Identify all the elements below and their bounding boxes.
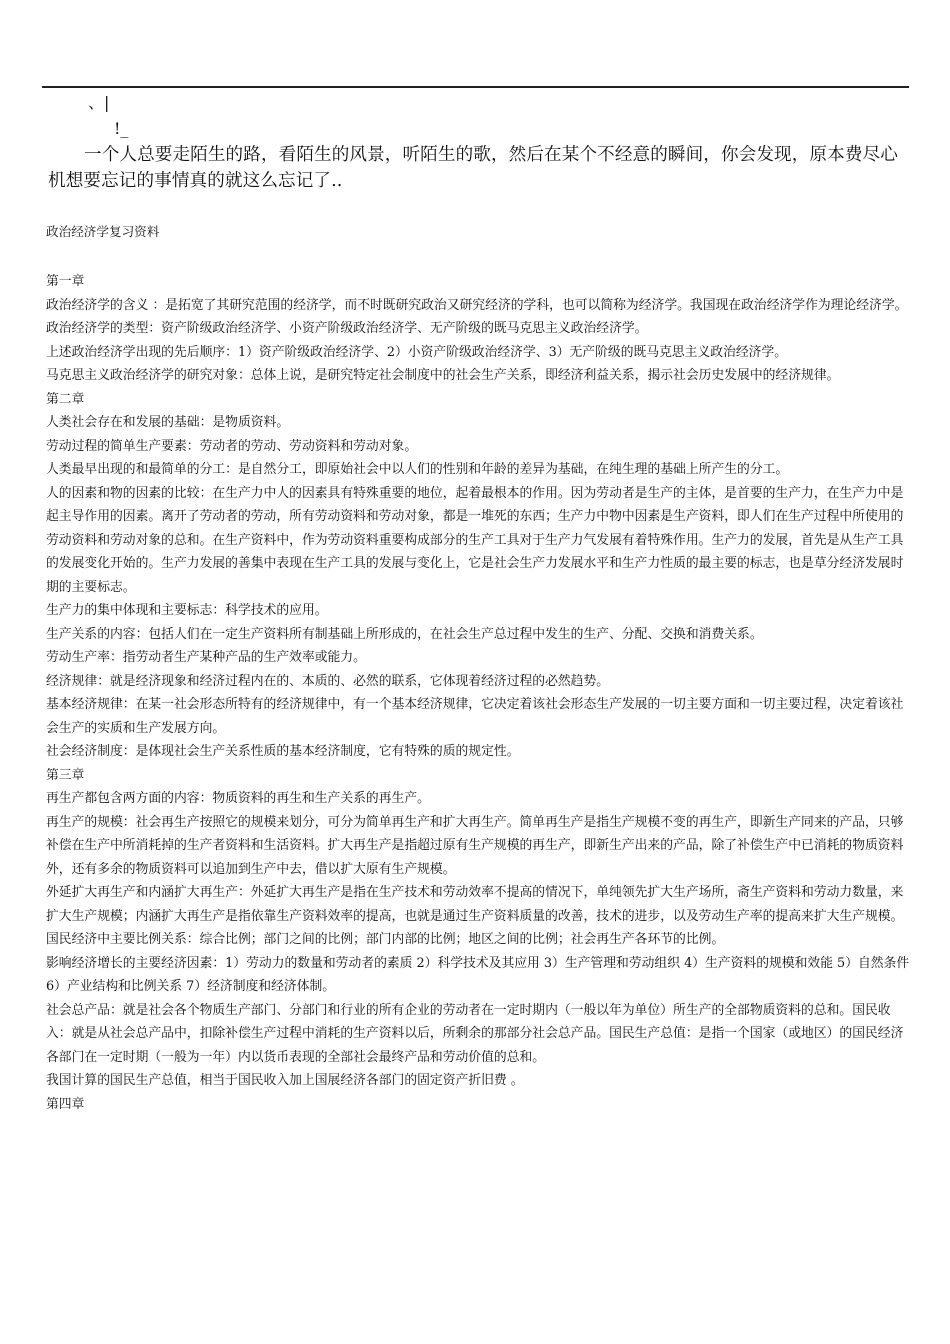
body-paragraph: 生产关系的内容：包括人们在一定生产资料所有制基础上所形成的，在社会生产总过程中发生的生产、分配、交换和消费关系。: [46, 626, 763, 642]
chapter-heading: 第三章: [46, 767, 85, 783]
body-paragraph: 劳动生产率：指劳动者生产某种产品的生产效率或能力。: [46, 650, 366, 665]
header-mark-2: !_: [114, 119, 129, 138]
body-paragraph: 政治经济学的类型：资产阶级政治经济学、小资产阶级政治经济学、无产阶级的既马克思主义政治经济学。: [46, 321, 648, 336]
chapter-heading: 第四章: [46, 1096, 85, 1112]
body-paragraph: 生产力的集中体现和主要标志：科学技术的应用。: [46, 603, 328, 618]
body-paragraph: 外延扩大再生产和内涵扩大再生产：外延扩大再生产是指在生产技术和劳动效率不提高的情况下，单纯领先扩大生产场所，斋生产资料和劳动力数量，来扩大生产规模；内涵扩大再生产是指依靠生产资料效率的提高，也就是通过生产资料质量的改善，技术的进步，以及劳动生产率的提高来扩大生产规模。: [46, 885, 904, 924]
body-paragraph: 国民经济中主要比例关系：综合比例；部门之间的比例；部门内部的比例；地区之间的比例；社会再生产各环节的比例。: [46, 932, 725, 947]
body-paragraph: 基本经济规律：在某一社会形态所特有的经济规律中，有一个基本经济规律，它决定着该社会形态生产发展的一切主要方面和一切主要过程，决定着该社会生产的实质和生产发展方向。: [46, 697, 904, 736]
document-title: 政治经济学复习资料: [46, 224, 160, 239]
body-paragraph: 马克思主义政治经济学的研究对象：总体上说，是研究特定社会制度中的社会生产关系，即经济利益关系，揭示社会历史发展中的经济规律。: [46, 368, 840, 383]
document-body: [46, 270, 910, 1116]
body-paragraph: 劳动过程的简单生产要素：劳动者的劳动、劳动资料和劳动对象。: [46, 438, 418, 454]
body-paragraph: 影响经济增长的主要经济因素：1）劳动力的数量和劳动者的素质 2）科学技术及其应用 3）生产管理和劳动组织 4）生产资料的规模和效能 5）自然条件 6）产业结构和比例关系 7）经济制度和经济体制。: [46, 955, 910, 994]
body-paragraph: 社会经济制度：是体现社会生产关系性质的基本经济制度，它有特殊的质的规定性。: [46, 744, 520, 759]
body-paragraph: 人类社会存在和发展的基础：是物质资料。: [46, 415, 290, 430]
body-paragraph: 政治经济学的含义 ：是拓宽了其研究范围的经济学，而不时既研究政治又研究经济的学科，也可以简称为经济学。我国现在政治经济学作为理论经济学。: [46, 297, 908, 313]
header-mark-1: 、|: [88, 93, 110, 112]
body-paragraph: 社会总产品：就是社会各个物质生产部门、分部门和行业的所有企业的劳动者在一定时期内（一般以年为单位）所生产的全部物质资料的总和。国民收入：就是从社会总产品中，扣除补偿生产过程中消耗的生产资料以后，所剩余的那部分社会总产品。国民生产总值：是指一个国家（或地区）的国民经济各部门在一定时期（一般为一年）内以货币表现的全部社会最终产品和劳动价值的总和。: [46, 1002, 904, 1065]
body-paragraph: 我国计算的国民生产总值，相当于国民收入加上国展经济各部门的固定资产折旧费 。: [46, 1073, 524, 1088]
chapter-heading: 第二章: [46, 391, 85, 407]
body-paragraph: 上述政治经济学出现的先后顺序：1）资产阶级政治经济学、2）小资产阶级政治经济学、3）无产阶级的既马克思主义政治经济学。: [46, 344, 788, 360]
body-paragraph: 人类最早出现的和最简单的分工：是自然分工，即原始社会中以人们的性别和年龄的差异为基础，在纯生理的基础上所产生的分工。: [46, 462, 789, 477]
body-paragraph: 人的因素和物的因素的比较：在生产力中人的因素具有特殊重要的地位，起着最根本的作用。因为劳动者是生产的主体，是首要的生产力，在生产力中是起主导作用的因素。离开了劳动者的劳动，所有劳动资料和劳动对象，都是一堆死的东西；生产力中物中因素是生产资料，即人们在生产过程中所使用的劳动资料和劳动对象的总和。在生产资料中，作为劳动资料重要构成部分的生产工具对于生产力气发展有着特殊作用。生产力的发展，首先是从生产工具的发展变化开始的。生产力发展的善集中表现在生产工具的发展与变化上，它是社会生产力发展水平和生产力性质的最主要的标志，也是草分经济发展时期的主要标志。: [46, 485, 904, 595]
intro-paragraph: 一个人总要走陌生的路，看陌生的风景，听陌生的歌，然后在某个不经意的瞬间，你会发现，原本费尽心机想要忘记的事情真的就这么忘记了..: [48, 145, 898, 191]
header-rule: [42, 86, 909, 88]
body-paragraph: 经济规律：就是经济现象和经济过程内在的、本质的、必然的联系，它体现着经济过程的必然趋势。: [46, 673, 610, 689]
chapter-heading: 第一章: [46, 274, 85, 289]
body-paragraph: 再生产都包含两方面的内容：物质资料的再生和生产关系的再生产。: [46, 791, 430, 806]
body-paragraph: 再生产的规模：社会再生产按照它的规模来划分，可分为简单再生产和扩大再生产。简单再生产是指生产规模不变的再生产，即新生产同来的产品，只够补偿在生产中所消耗掉的生产者资料和生活资料。扩大再生产是指超过原有生产规模的再生产，即新生产出来的产品，除了补偿生产中已消耗的物质资料外，还有多余的物质资料可以追加到生产中去，借以扩大原有生产规模。: [46, 814, 904, 877]
